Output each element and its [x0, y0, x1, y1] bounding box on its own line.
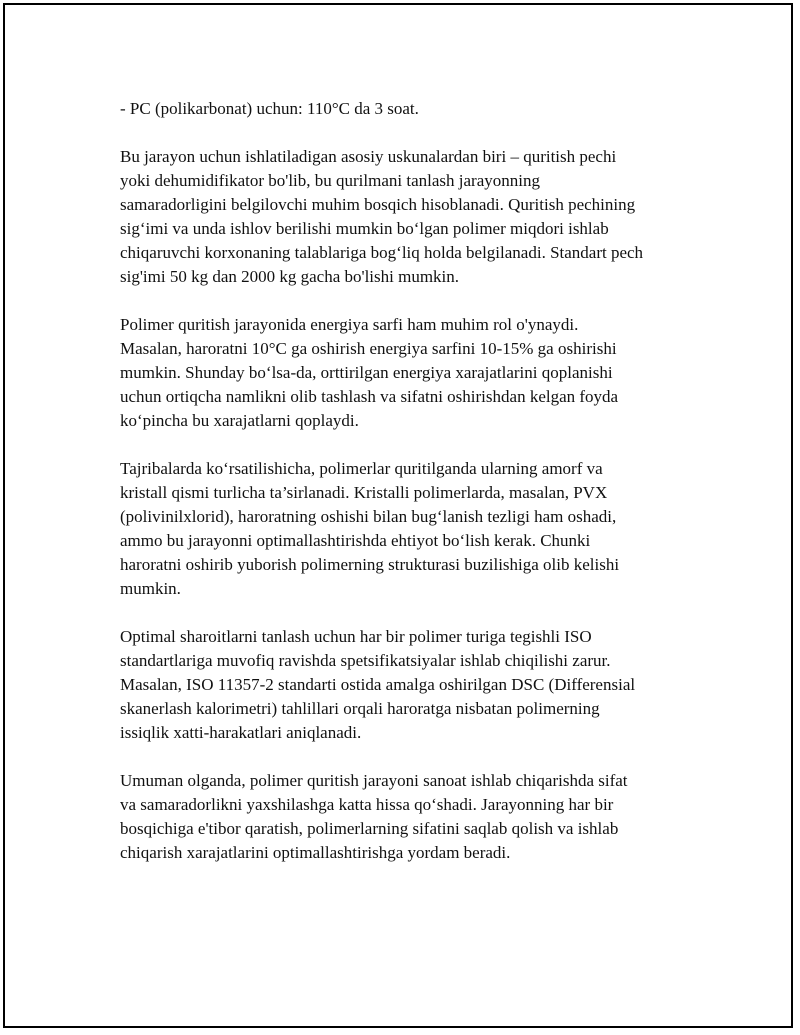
- paragraph-iso-standards: Optimal sharoitlarni tanlash uchun har bir polimer turiga tegishli ISO standartlariga muvofiq ravishda spetsifikatsiyalar ishlab chiqilishi zarur. Masalan, ISO 11357-2 standarti ostida amalga oshirilgan DSC (Differensial skanerlash kalorimetri) tahlillari orqali haroratga nisbatan polimerning issiqlik xatti-harakatlari aniqlanadi.: [120, 627, 636, 742]
- document-body: [120, 97, 700, 889]
- paragraph-experiments: Tajribalarda ko‘rsatilishicha, polimerlar quritilganda ularning amorf va kristall qismi turlicha ta’sirlanadi. Kristalli polimerlarda, masalan, PVX (polivinilxlorid), haroratning oshishi bilan bug‘lanish tezligi ham oshadi, ammo bu jarayonni optimallashtirishda ehtiyot bo‘lish kerak. Chunki haroratni oshirib yuborish polimerning strukturasi buzilishiga olib kelishi mumkin.: [120, 459, 620, 598]
- paragraph-drying-equipment: Bu jarayon uchun ishlatiladigan asosiy uskunalardan biri – quritish pechi yoki dehumidifikator bo'lib, bu qurilmani tanlash jarayonning samaradorligini belgilovchi muhim bosqich hisoblanadi. Quritish pechining sig‘imi va unda ishlov berilishi mumkin bo‘lgan polimer miqdori ishlab chiqaruvchi korxonaning talablariga bog‘liq holda belgilanadi. Standart pech sig'imi 50 kg dan 2000 kg gacha bo'lishi mumkin.: [120, 147, 644, 286]
- paragraph-pc-drying: - PC (polikarbonat) uchun: 110°C da 3 soat.: [120, 99, 419, 118]
- paragraph-conclusion: Umuman olganda, polimer quritish jarayoni sanoat ishlab chiqarishda sifat va samaradorlikni yaxshilashga katta hissa qo‘shadi. Jarayonning har bir bosqichiga e'tibor qaratish, polimerlarning sifatini saqlab qolish va ishlab chiqarish xarajatlarini optimallashtirishga yordam beradi.: [120, 771, 628, 862]
- paragraph-energy-consumption: Polimer quritish jarayonida energiya sarfi ham muhim rol o'ynaydi. Masalan, haroratni 10°C ga oshirish energiya sarfini 10-15% ga oshirishi mumkin. Shunday bo‘lsa-da, orttirilgan energiya xarajatlarini qoplanishi uchun ortiqcha namlikni olib tashlash va sifatni oshirishdan kelgan foyda ko‘pincha bu xarajatlarni qoplaydi.: [120, 315, 619, 430]
- page-frame: [3, 3, 793, 1028]
